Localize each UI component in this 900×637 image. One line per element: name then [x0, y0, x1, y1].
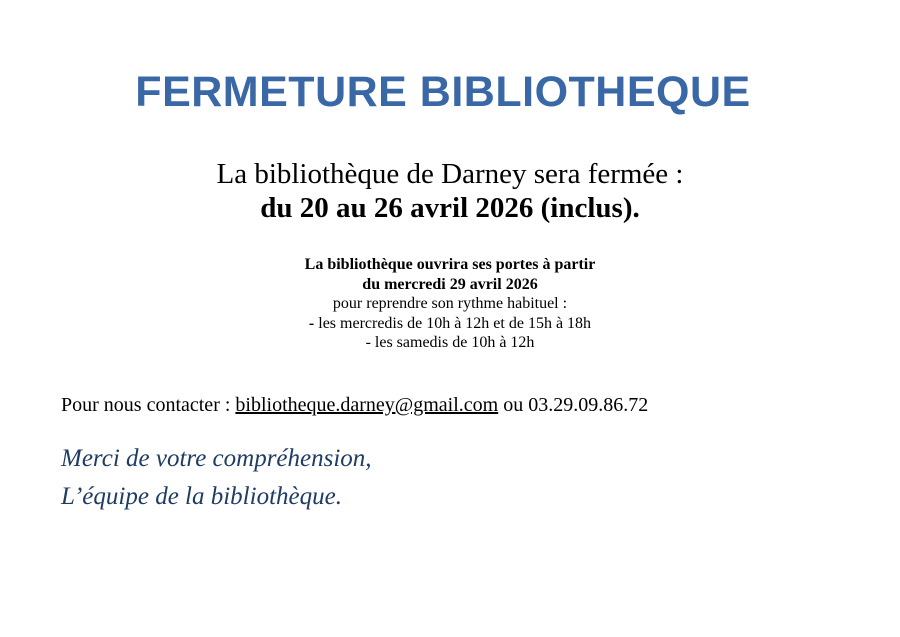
phone-number: 03.29.09.86.72	[528, 394, 649, 416]
schedule-wednesday	[0, 314, 900, 334]
schedule-bullet: -	[308, 314, 315, 332]
closure-announcement-line: La bibliothèque de Darney sera fermée :	[216, 158, 684, 190]
contact-line	[61, 392, 648, 418]
closure-dates: du 20 au 26 avril 2026 (inclus).	[260, 192, 640, 224]
page-title: FERMETURE BIBLIOTHEQUE	[135, 68, 751, 116]
reopening-details	[0, 255, 900, 353]
contact-prefix: Pour nous contacter :	[61, 394, 236, 416]
email-link[interactable]: bibliotheque.darney@gmail.com	[235, 394, 499, 416]
schedule-wednesday-text: les mercredis de 10h à 12h et de 15h à 18h	[314, 314, 592, 332]
contact-separator: ou	[498, 394, 529, 416]
reopening-line: La bibliothèque ouvrira ses portes à partir	[304, 256, 596, 273]
reopening-schedule-intro: pour reprendre son rythme habituel :	[332, 295, 568, 312]
closing-message	[61, 440, 372, 516]
thanks-line: Merci de votre compréhension,	[61, 445, 372, 472]
reopening-date: du mercredi 29 avril 2026	[362, 275, 538, 293]
schedule-saturday: - les samedis de 10h à 12h	[365, 334, 535, 351]
signature-line: L’équipe de la bibliothèque.	[61, 483, 342, 510]
closure-announcement	[0, 157, 900, 225]
